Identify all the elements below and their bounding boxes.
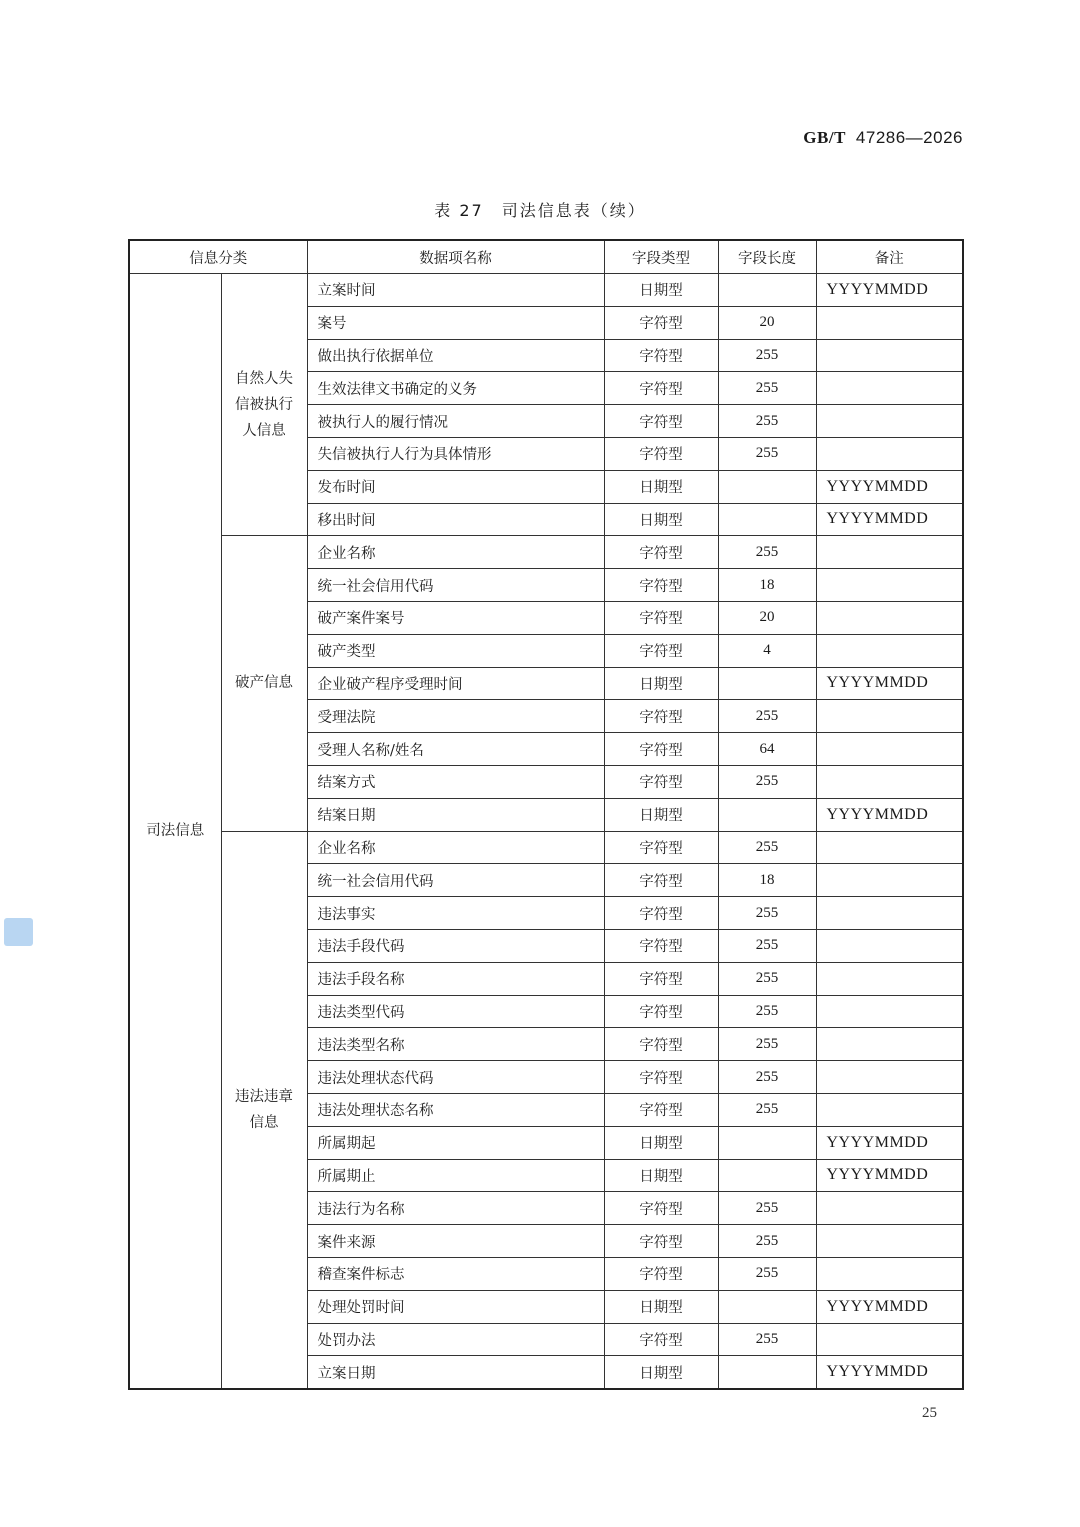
item-name-cell: 破产案件案号 — [307, 601, 604, 634]
note-cell — [816, 864, 963, 897]
field-type-cell: 日期型 — [604, 503, 718, 536]
item-name-cell: 统一社会信用代码 — [307, 864, 604, 897]
field-type-cell: 日期型 — [604, 1126, 718, 1159]
note-cell: YYYYMMDD — [816, 1126, 963, 1159]
note-cell — [816, 831, 963, 864]
table-header-row — [129, 240, 963, 274]
item-name-cell: 违法事实 — [307, 897, 604, 930]
note-cell: YYYYMMDD — [816, 470, 963, 503]
note-cell — [816, 700, 963, 733]
note-cell — [816, 339, 963, 372]
item-name-cell: 发布时间 — [307, 470, 604, 503]
field-type-cell: 字符型 — [604, 1257, 718, 1290]
item-name-cell: 受理人名称/姓名 — [307, 733, 604, 766]
note-cell: YYYYMMDD — [816, 1290, 963, 1323]
item-name-cell: 违法行为名称 — [307, 1192, 604, 1225]
item-name-cell: 所属期止 — [307, 1159, 604, 1192]
field-length-cell — [718, 1356, 816, 1389]
field-length-cell: 255 — [718, 339, 816, 372]
note-cell — [816, 765, 963, 798]
field-length-cell — [718, 798, 816, 831]
note-cell — [816, 1192, 963, 1225]
item-name-cell: 立案日期 — [307, 1356, 604, 1389]
note-cell — [816, 634, 963, 667]
note-cell — [816, 306, 963, 339]
field-length-cell — [718, 274, 816, 307]
field-length-cell: 255 — [718, 995, 816, 1028]
item-name-cell: 处罚办法 — [307, 1323, 604, 1356]
note-cell: YYYYMMDD — [816, 274, 963, 307]
field-length-cell: 255 — [718, 405, 816, 438]
field-length-cell — [718, 470, 816, 503]
field-type-cell: 字符型 — [604, 1028, 718, 1061]
header-category: 信息分类 — [129, 240, 307, 274]
judicial-info-table — [128, 239, 964, 1390]
item-name-cell: 破产类型 — [307, 634, 604, 667]
standard-number — [803, 128, 963, 148]
item-name-cell: 违法处理状态名称 — [307, 1093, 604, 1126]
field-type-cell: 字符型 — [604, 995, 718, 1028]
item-name-cell: 被执行人的履行情况 — [307, 405, 604, 438]
field-length-cell: 18 — [718, 569, 816, 602]
note-cell — [816, 601, 963, 634]
header-note: 备注 — [816, 240, 963, 274]
field-type-cell: 字符型 — [604, 339, 718, 372]
group-label-cell: 违法违章信息 — [221, 831, 307, 1389]
item-name-cell: 企业名称 — [307, 831, 604, 864]
field-type-cell: 字符型 — [604, 1061, 718, 1094]
field-length-cell: 255 — [718, 1028, 816, 1061]
page-number: 25 — [922, 1405, 937, 1421]
field-type-cell: 字符型 — [604, 634, 718, 667]
item-name-cell: 违法手段代码 — [307, 929, 604, 962]
field-type-cell: 日期型 — [604, 470, 718, 503]
field-length-cell: 255 — [718, 372, 816, 405]
note-cell — [816, 929, 963, 962]
field-type-cell: 日期型 — [604, 274, 718, 307]
item-name-cell: 企业名称 — [307, 536, 604, 569]
note-cell: YYYYMMDD — [816, 1159, 963, 1192]
header-field-length: 字段长度 — [718, 240, 816, 274]
field-length-cell: 18 — [718, 864, 816, 897]
item-name-cell: 企业破产程序受理时间 — [307, 667, 604, 700]
standard-code: 47286—2026 — [855, 128, 963, 147]
table-row — [129, 536, 963, 569]
field-type-cell: 字符型 — [604, 700, 718, 733]
field-type-cell: 字符型 — [604, 306, 718, 339]
field-type-cell: 日期型 — [604, 798, 718, 831]
note-cell — [816, 536, 963, 569]
field-length-cell — [718, 667, 816, 700]
note-cell — [816, 1323, 963, 1356]
table-body — [129, 274, 963, 1390]
item-name-cell: 受理法院 — [307, 700, 604, 733]
note-cell — [816, 1257, 963, 1290]
item-name-cell: 违法类型名称 — [307, 1028, 604, 1061]
field-length-cell — [718, 1290, 816, 1323]
field-type-cell: 字符型 — [604, 733, 718, 766]
item-name-cell: 做出执行依据单位 — [307, 339, 604, 372]
field-length-cell: 255 — [718, 831, 816, 864]
note-cell — [816, 405, 963, 438]
field-length-cell: 255 — [718, 897, 816, 930]
item-name-cell: 结案日期 — [307, 798, 604, 831]
item-name-cell: 违法类型代码 — [307, 995, 604, 1028]
field-length-cell: 255 — [718, 1061, 816, 1094]
side-watermark-mark — [4, 918, 33, 946]
note-cell — [816, 1028, 963, 1061]
field-type-cell: 字符型 — [604, 1192, 718, 1225]
field-length-cell: 255 — [718, 437, 816, 470]
item-name-cell: 生效法律文书确定的义务 — [307, 372, 604, 405]
note-cell — [816, 372, 963, 405]
item-name-cell: 违法手段名称 — [307, 962, 604, 995]
note-cell — [816, 897, 963, 930]
field-type-cell: 字符型 — [604, 405, 718, 438]
field-length-cell: 255 — [718, 1225, 816, 1258]
standard-prefix: GB/T — [803, 128, 846, 147]
field-type-cell: 字符型 — [604, 831, 718, 864]
field-type-cell: 字符型 — [604, 536, 718, 569]
item-name-cell: 立案时间 — [307, 274, 604, 307]
field-length-cell: 255 — [718, 1323, 816, 1356]
field-type-cell: 字符型 — [604, 864, 718, 897]
field-type-cell: 日期型 — [604, 1290, 718, 1323]
group-label-cell: 自然人失信被执行人信息 — [221, 274, 307, 536]
table-title: 表 27 司法信息表（续） — [434, 201, 646, 220]
note-cell — [816, 569, 963, 602]
field-type-cell: 日期型 — [604, 1159, 718, 1192]
field-length-cell: 255 — [718, 765, 816, 798]
note-cell: YYYYMMDD — [816, 503, 963, 536]
item-name-cell: 结案方式 — [307, 765, 604, 798]
field-type-cell: 字符型 — [604, 372, 718, 405]
field-type-cell: 字符型 — [604, 1323, 718, 1356]
field-length-cell: 255 — [718, 1257, 816, 1290]
header-field-type: 字段类型 — [604, 240, 718, 274]
item-name-cell: 案件来源 — [307, 1225, 604, 1258]
field-length-cell: 64 — [718, 733, 816, 766]
field-type-cell: 字符型 — [604, 962, 718, 995]
field-type-cell: 字符型 — [604, 437, 718, 470]
field-length-cell: 255 — [718, 700, 816, 733]
header-item-name: 数据项名称 — [307, 240, 604, 274]
item-name-cell: 失信被执行人行为具体情形 — [307, 437, 604, 470]
group-label-cell: 破产信息 — [221, 536, 307, 831]
item-name-cell: 统一社会信用代码 — [307, 569, 604, 602]
table-row — [129, 274, 963, 307]
note-cell — [816, 437, 963, 470]
top-category-cell: 司法信息 — [129, 274, 221, 1390]
note-cell: YYYYMMDD — [816, 798, 963, 831]
field-length-cell: 255 — [718, 1192, 816, 1225]
field-length-cell: 20 — [718, 601, 816, 634]
item-name-cell: 所属期起 — [307, 1126, 604, 1159]
field-length-cell: 255 — [718, 962, 816, 995]
field-type-cell: 字符型 — [604, 1093, 718, 1126]
field-type-cell: 字符型 — [604, 929, 718, 962]
field-length-cell — [718, 1159, 816, 1192]
field-type-cell: 字符型 — [604, 569, 718, 602]
note-cell — [816, 1061, 963, 1094]
field-length-cell: 255 — [718, 536, 816, 569]
field-type-cell: 字符型 — [604, 1225, 718, 1258]
field-length-cell: 20 — [718, 306, 816, 339]
item-name-cell: 案号 — [307, 306, 604, 339]
note-cell — [816, 1225, 963, 1258]
field-length-cell: 255 — [718, 929, 816, 962]
field-length-cell: 255 — [718, 1093, 816, 1126]
field-type-cell: 日期型 — [604, 667, 718, 700]
note-cell — [816, 733, 963, 766]
field-length-cell: 4 — [718, 634, 816, 667]
note-cell: YYYYMMDD — [816, 1356, 963, 1389]
field-type-cell: 字符型 — [604, 897, 718, 930]
note-cell — [816, 995, 963, 1028]
item-name-cell: 违法处理状态代码 — [307, 1061, 604, 1094]
note-cell — [816, 962, 963, 995]
table-row — [129, 831, 963, 864]
field-type-cell: 日期型 — [604, 1356, 718, 1389]
field-type-cell: 字符型 — [604, 601, 718, 634]
item-name-cell: 移出时间 — [307, 503, 604, 536]
field-length-cell — [718, 1126, 816, 1159]
item-name-cell: 稽查案件标志 — [307, 1257, 604, 1290]
note-cell: YYYYMMDD — [816, 667, 963, 700]
item-name-cell: 处理处罚时间 — [307, 1290, 604, 1323]
field-length-cell — [718, 503, 816, 536]
note-cell — [816, 1093, 963, 1126]
field-type-cell: 字符型 — [604, 765, 718, 798]
